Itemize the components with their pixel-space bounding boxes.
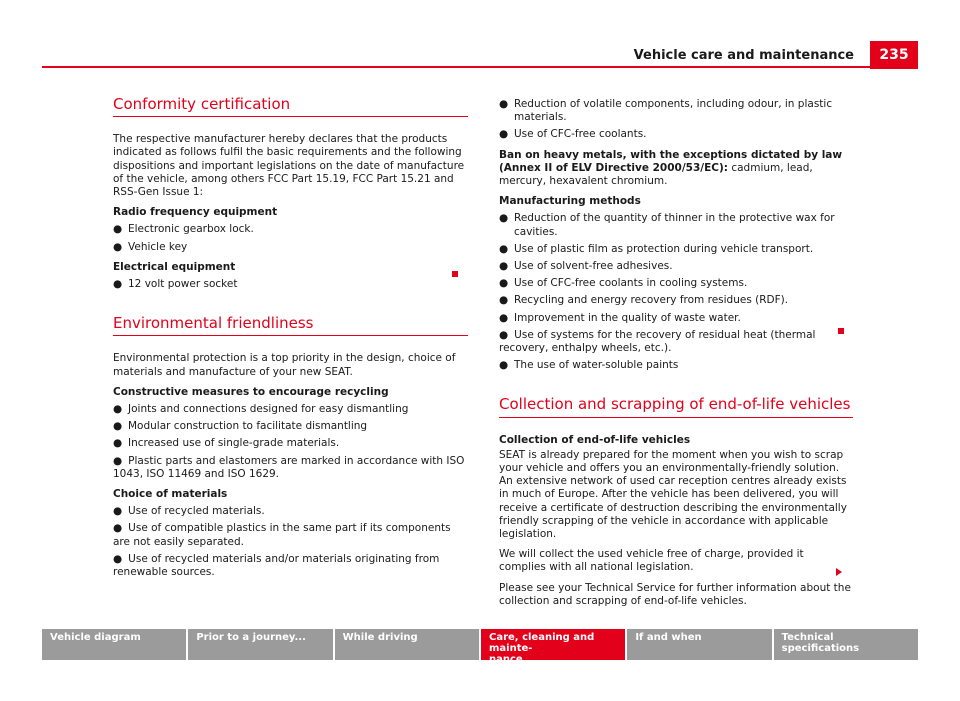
constructive-item: ● Modular construction to facilitate dismantling bbox=[113, 420, 368, 433]
manufacturing-item: ● The use of water-soluble paints bbox=[499, 359, 679, 372]
conformity-heading: Conformity certification bbox=[113, 98, 468, 117]
left-column bbox=[113, 95, 468, 579]
continue-arrow-icon bbox=[836, 568, 842, 576]
manufacturing-item: ● Use of solvent-free adhesives. bbox=[499, 260, 673, 273]
collection-para-3: Please see your Technical Service for further information about the collection and scrapping of end-of-life vehicles. bbox=[499, 581, 851, 607]
nav-vehicle-diagram[interactable]: Vehicle diagram bbox=[42, 629, 186, 660]
manufacturing-label: Manufacturing methods bbox=[499, 195, 641, 208]
chapter-nav bbox=[42, 629, 918, 665]
collection-sub-label: Collection of end-of-life vehicles bbox=[499, 433, 691, 446]
manufacturing-item: ● Recycling and energy recovery from residues (RDF). bbox=[499, 294, 789, 307]
manufacturing-item: ● Improvement in the quality of waste water. bbox=[499, 311, 741, 324]
heavy-metals-text: Ban on heavy metals, with the exceptions dictated by law (Annex II of ELV Directive 2000/53/EC): cadmium, lead, mercury, hexavalent chromium. bbox=[499, 148, 843, 188]
nav-prior-to-journey[interactable]: Prior to a journey... bbox=[188, 629, 332, 660]
environment-heading: Environmental friendliness bbox=[113, 317, 468, 336]
environment-intro: Environmental protection is a top priority in the design, choice of materials and manufacture of your new SEAT. bbox=[113, 352, 456, 378]
collection-para-1: SEAT is already prepared for the moment when you wish to scrap your vehicle and offers you an environmentally-friendly solution. An extensive network of used car reception centres already exists in much of Europe. After the vehicle has been delivered, you will receive a certificate of destruction describing the environmentally friendly scrapping of the vehicle in accordance with applicable legislation. bbox=[499, 448, 847, 541]
manufacturing-item: ● Use of CFC-free coolants in cooling systems. bbox=[499, 277, 748, 290]
section-end-marker bbox=[838, 328, 844, 334]
materials-item: ● Use of CFC-free coolants. bbox=[499, 128, 647, 141]
page-number: 235 bbox=[870, 41, 918, 69]
manufacturing-item: ● Use of systems for the recovery of residual heat (thermal recovery, enthalpy wheels, etc.). bbox=[499, 328, 816, 355]
materials-item: ● Use of compatible plastics in the same part if its components are not easily separated. bbox=[113, 522, 451, 548]
constructive-item: ● Increased use of single-grade materials. bbox=[113, 437, 340, 450]
nav-if-and-when[interactable]: If and when bbox=[627, 629, 771, 660]
materials-item: ● Use of recycled materials and/or materials originating from renewable sources. bbox=[113, 552, 440, 579]
constructive-item: ● Joints and connections designed for easy dismantling bbox=[113, 403, 409, 416]
electrical-item: ● 12 volt power socket bbox=[113, 278, 238, 291]
materials-item: ● Reduction of volatile components, including odour, in plastic materials. bbox=[499, 98, 833, 124]
materials-label: Choice of materials bbox=[113, 488, 228, 501]
header-rule bbox=[42, 66, 870, 68]
radio-item: ● Electronic gearbox lock. bbox=[113, 223, 254, 236]
manufacturing-item: ● Reduction of the quantity of thinner in the protective wax for cavities. bbox=[499, 212, 835, 238]
radio-label: Radio frequency equipment bbox=[113, 206, 278, 219]
constructive-label: Constructive measures to encourage recycling bbox=[113, 385, 389, 398]
section-end-marker bbox=[452, 271, 458, 277]
header-title: Vehicle care and maintenance bbox=[633, 48, 854, 63]
radio-item: ● Vehicle key bbox=[113, 240, 188, 253]
conformity-intro: The respective manufacturer hereby declares that the products indicated as follows fulfil the basic requirements and the following dispositions and important legislations on the date of manufacture of the vehicle, among others FCC Part 15.19, FCC Part 15.21 and RSS-Gen Issue 1: bbox=[113, 133, 465, 199]
materials-item: ● Use of recycled materials. bbox=[113, 505, 265, 518]
constructive-item: ● Plastic parts and elastomers are marked in accordance with ISO 1043, ISO 11469 and ISO 1629. bbox=[113, 454, 465, 480]
collection-para-2: We will collect the used vehicle free of charge, provided it complies with all national legislation. bbox=[499, 548, 804, 574]
nav-technical-specifications[interactable]: Technical specifications bbox=[774, 629, 918, 660]
right-column bbox=[499, 98, 853, 608]
manufacturing-item: ● Use of plastic film as protection during vehicle transport. bbox=[499, 242, 814, 255]
nav-while-driving[interactable]: While driving bbox=[335, 629, 479, 660]
collection-heading: Collection and scrapping of end-of-life vehicles bbox=[499, 398, 853, 417]
nav-care-maintenance[interactable]: Care, cleaning and mainte- nance bbox=[481, 629, 625, 660]
electrical-label: Electrical equipment bbox=[113, 260, 236, 273]
